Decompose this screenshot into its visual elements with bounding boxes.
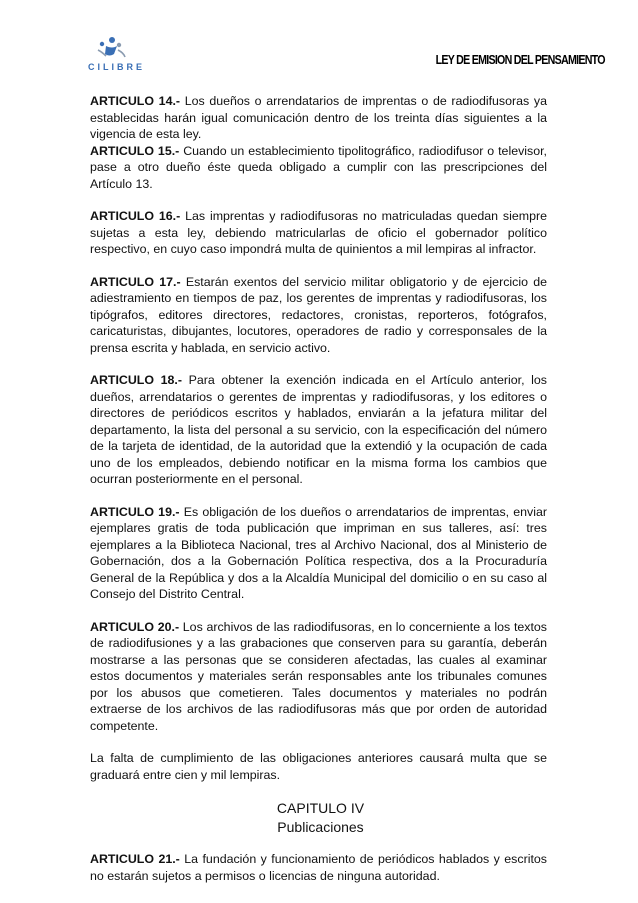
article-text: Cuando un establecimiento tipolitográfico, radiodifusor o televisor, pase a otro dueño éste queda obligado a cumplir con las prescripciones del Artículo 13. (90, 143, 548, 191)
article-label: ARTICULO 16.- (90, 209, 181, 223)
article-label: ARTICULO 15.- (90, 143, 180, 158)
article-text: Para obtener la exención indicada en el Artículo anterior, los dueños, arrendatarios o gerentes de imprentas y radiodifusoras, y los editores o directores de periódicos escritos y hablados, enviarán a la jefatura militar del departamento, la lista del personal a su servicio, con la especificación del número de la tarjeta de identidad, de la autoridad que la extendió y la ocupación de cada uno de los empleados, debiendo notificar en la misma forma los cambios que ocurran posteriormente en el personal. (90, 373, 547, 486)
article-label: ARTICULO 21.- (90, 852, 180, 866)
article-text: Las imprentas y radiodifusoras no matriculadas quedan siempre sujetas a esta ley, debiendo matricularlas de oficio el gobernador político respectivo, en cuyo caso impondrá multa de quinientos a mil lempiras al infractor. (90, 209, 547, 256)
article-label: ARTICULO 17.- (90, 274, 181, 289)
article-text: Los dueños o arrendatarios de imprentas o de radiodifusoras ya establecidas harán igual comunicación dentro de los treinta días siguientes a la vigencia de esta ley. (90, 94, 547, 141)
article-text: La fundación y funcionamiento de periódicos hablados y escritos no estarán sujetos a permisos o licencias de ninguna autoridad. (90, 852, 547, 883)
article-label: ARTICULO 14.- (90, 94, 181, 108)
article-label: ARTICULO 20.- (90, 619, 180, 634)
closing-paragraph: La falta de cumplimiento de las obligaciones anteriores causará multa que se graduará entre cien y mil lempiras. (90, 751, 547, 782)
document-title: LEY DE EMISION DEL PENSAMIENTO (435, 52, 605, 67)
article-17 (90, 274, 547, 357)
cilibre-logo (88, 34, 158, 74)
article-text: Estarán exentos del servicio militar obligatorio y de ejercicio de adiestramiento en tiempos de paz, los gerentes de imprentas y radiodifusoras, los tipógrafos, editores directores, redactores, cronistas, reporteros, fotógrafos, caricaturistas, dibujantes, locutores, operadores de radio y corresponsales de la prensa escrita y hablada, en servicio activo. (90, 274, 548, 355)
document-body (90, 93, 547, 900)
article-text: Es obligación de los dueños o arrendatarios de imprentas, enviar ejemplares gratis de toda publicación que impriman en sus talleres, así: tres ejemplares a la Biblioteca Nacional, tres al Archivo Nacional, dos al Ministerio de Gobernación, dos a la Gobernación Política respectiva, dos a la Procuraduría General de la República y dos a la Alcaldía Municipal del domicilio o en su caso al Consejo del Distrito Central. (90, 504, 547, 601)
article-15 (90, 143, 547, 193)
article-20 (90, 619, 547, 735)
article-19 (90, 504, 547, 603)
article-21 (90, 851, 547, 884)
chapter-number: CAPITULO IV (276, 800, 365, 816)
article-18 (90, 372, 547, 488)
article-14 (90, 93, 547, 143)
article-label: ARTICULO 19.- (90, 504, 180, 519)
article-label: ARTICULO 18.- (90, 373, 182, 387)
chapter-heading (90, 799, 547, 837)
chapter-title: Publicaciones (277, 819, 364, 835)
article-text: Los archivos de las radiodifusoras, en lo concerniente a los textos de radiodifusiones y a las grabaciones que conserven para su garantía, deberán mostrarse a las personas que se consideren afectadas, las cuales al examinar estos documentos y materiales serán responsables ante los tribunales comunes por los abusos que cometieren. Tales documentos y materiales no podrán extraerse de los archivos de las radiodifusoras más que por orden de autoridad competente. (90, 619, 547, 733)
page-header (0, 0, 638, 80)
article-16 (90, 208, 547, 258)
logo-lettering: CILIBRE (88, 62, 145, 72)
